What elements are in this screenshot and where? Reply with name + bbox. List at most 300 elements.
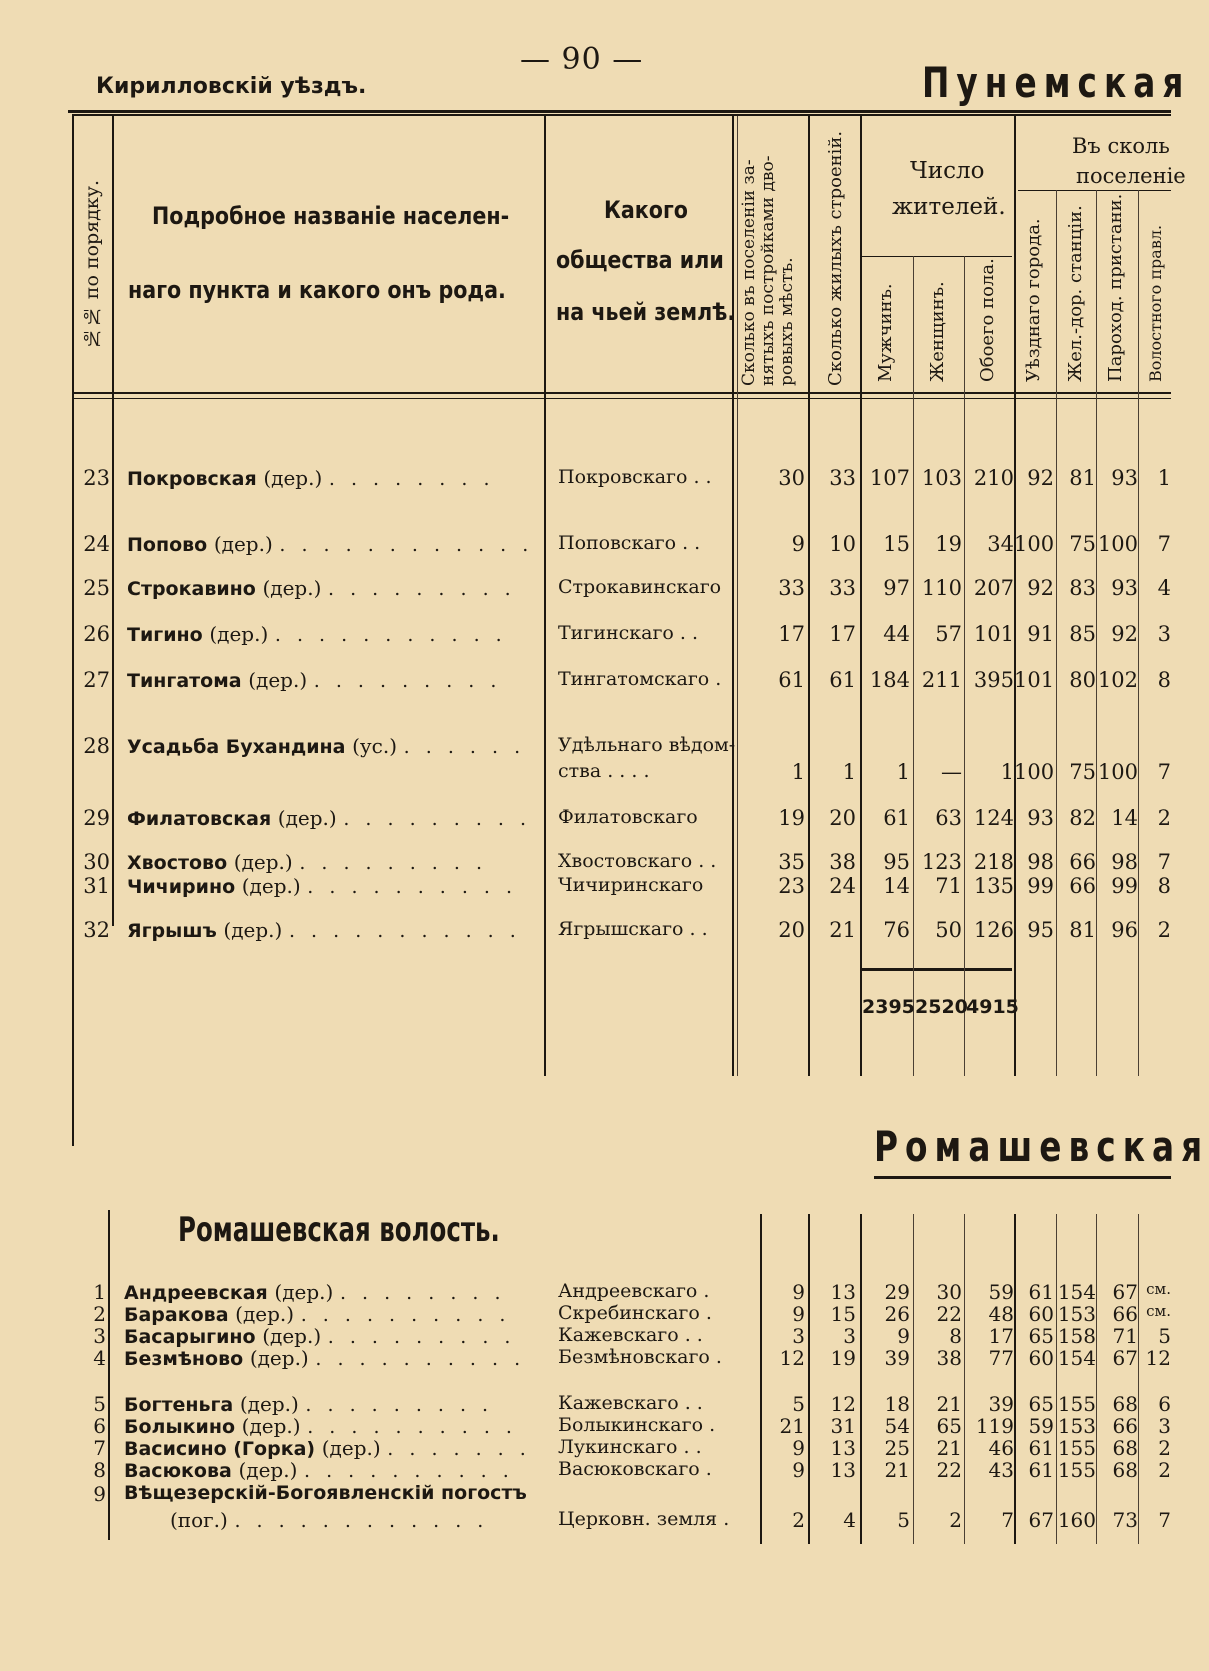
cell-men: 54 <box>884 1414 910 1438</box>
cell-men: 107 <box>869 466 910 490</box>
row-number: 2 <box>93 1302 106 1326</box>
settlement-name <box>124 1324 515 1348</box>
header-residents-line1: Число <box>910 158 985 184</box>
settlement-name <box>124 1436 531 1460</box>
leader-dots: . . . . . . . . . . <box>307 876 518 898</box>
settlement-kind: (дер.) <box>263 466 323 490</box>
cell-steamer-pier: 99 <box>1111 874 1138 898</box>
settlement-name-text: Болыкино <box>124 1416 236 1438</box>
settlement-kind: (дер.) <box>235 1302 295 1326</box>
row-number: 31 <box>83 874 110 898</box>
settlement-kind: (дер.) <box>239 1392 299 1416</box>
cell-steamer-pier: 93 <box>1111 576 1138 600</box>
cell-men: 1 <box>896 760 910 784</box>
cell-rail-station: 75 <box>1069 532 1096 556</box>
cell-buildings: 13 <box>830 1280 856 1304</box>
society: Кажевскаго . . <box>558 1324 703 1346</box>
cell-women: 2 <box>949 1508 962 1532</box>
table-row <box>0 850 1171 874</box>
settlement-kind: (дер.) <box>241 1414 301 1438</box>
cell-county-town: 92 <box>1027 466 1054 490</box>
society: Болыкинскаго . <box>558 1414 716 1436</box>
settlement-name <box>127 918 521 942</box>
row-number: 6 <box>93 1414 106 1438</box>
cell-volost-board: 8 <box>1157 874 1171 898</box>
header-distance-line1: Въ сколь <box>1072 134 1170 158</box>
cell-buildings: 4 <box>843 1508 856 1532</box>
settlement-name-continued <box>170 1508 488 1532</box>
settlement-name-text: Басарыгино <box>124 1326 256 1348</box>
table-row <box>0 622 1171 646</box>
cell-women: 63 <box>935 806 962 830</box>
society-continued: ства . . . . <box>558 760 650 782</box>
cell-women: 21 <box>936 1392 962 1416</box>
society: Ягрышскаго . . <box>558 918 708 940</box>
cell-buildings: 1 <box>842 760 856 784</box>
society: Кажевскаго . . <box>558 1392 703 1414</box>
header-steamer-pier: Пароход. пристани. <box>1105 193 1126 382</box>
total-both: 4915 <box>966 996 1019 1018</box>
settlement-name <box>127 806 531 830</box>
row-number: 23 <box>83 466 110 490</box>
cell-dwellings: 61 <box>778 668 805 692</box>
cell-both: 43 <box>988 1458 1014 1482</box>
leader-dots: . . . . . . . . . . . . <box>279 534 534 556</box>
residents-split-rule <box>862 256 1012 257</box>
cell-women: 211 <box>921 668 962 692</box>
settlement-name <box>124 1392 493 1416</box>
cell-steamer-pier: 73 <box>1112 1508 1138 1532</box>
cell-volost-board: 12 <box>1145 1346 1171 1370</box>
cell-both: 126 <box>973 918 1014 942</box>
cell-volost-board: см. <box>1146 1280 1171 1298</box>
cell-dwellings: 17 <box>778 622 805 646</box>
cell-men: 14 <box>883 874 910 898</box>
total-men: 2395 <box>862 996 915 1018</box>
cell-both: 7 <box>1001 1508 1014 1532</box>
cell-steamer-pier: 68 <box>1112 1458 1138 1482</box>
cell-steamer-pier: 68 <box>1112 1436 1138 1460</box>
settlement-kind: (дер.) <box>262 1324 322 1348</box>
cell-rail-station: 155 <box>1057 1392 1096 1416</box>
cell-steamer-pier: 66 <box>1112 1414 1138 1438</box>
cell-men: 9 <box>897 1324 910 1348</box>
cell-buildings: 21 <box>829 918 856 942</box>
cell-steamer-pier: 96 <box>1111 918 1138 942</box>
cell-steamer-pier: 98 <box>1111 850 1138 874</box>
leader-dots: . . . . . . . . . . <box>304 1460 514 1482</box>
header-bottom-rule <box>72 392 1171 394</box>
cell-men: 26 <box>884 1302 910 1326</box>
cell-men: 15 <box>883 532 910 556</box>
table-row <box>0 1280 1171 1304</box>
leader-dots: . . . . . . . . <box>339 1282 506 1304</box>
cell-volost-board: 7 <box>1157 760 1171 784</box>
table-row <box>0 734 1171 758</box>
settlement-name <box>127 532 533 556</box>
leader-dots: . . . . . . <box>403 736 526 758</box>
cell-steamer-pier: 67 <box>1112 1280 1138 1304</box>
col-line <box>964 256 965 1076</box>
cell-both: 395 <box>973 668 1014 692</box>
cell-men: 29 <box>884 1280 910 1304</box>
cell-women: 71 <box>935 874 962 898</box>
cell-women: 65 <box>936 1414 962 1438</box>
leader-dots: . . . . . . . . . <box>328 578 516 600</box>
cell-rail-station: 75 <box>1069 760 1096 784</box>
cell-buildings: 13 <box>830 1458 856 1482</box>
cell-county-town: 60 <box>1028 1346 1054 1370</box>
top-rule <box>68 110 1171 113</box>
county-title: Кирилловскiй уѣздъ. <box>96 74 367 99</box>
cell-men: 44 <box>883 622 910 646</box>
header-living-buildings: Сколько жилыхъ строенiй. <box>825 130 846 386</box>
cell-buildings: 15 <box>830 1302 856 1326</box>
header-name-line2: наго пункта и какого онъ рода. <box>128 276 506 304</box>
society: Безмѣновскаго . <box>558 1346 722 1368</box>
society: Тигинскаго . . <box>558 622 699 644</box>
cell-county-town: 61 <box>1028 1436 1054 1460</box>
settlement-name-text: Баракова <box>124 1304 229 1326</box>
table-row <box>0 1482 1171 1506</box>
cell-steamer-pier: 67 <box>1112 1346 1138 1370</box>
row-number: 28 <box>83 734 110 758</box>
cell-rail-station: 66 <box>1069 850 1096 874</box>
page-number: — 90 — <box>520 42 644 77</box>
cell-steamer-pier: 100 <box>1097 760 1138 784</box>
leader-dots: . . . . . . . . . . <box>300 1304 511 1326</box>
society: Церковн. земля . <box>558 1508 730 1530</box>
cell-buildings: 10 <box>829 532 856 556</box>
leader-dots: . . . . . . . . . <box>327 1326 516 1348</box>
row-number: 5 <box>93 1392 106 1416</box>
cell-women: 8 <box>949 1324 962 1348</box>
settlement-kind: (дер.) <box>233 850 293 874</box>
cell-volost-board: 7 <box>1158 1508 1171 1532</box>
cell-buildings: 20 <box>829 806 856 830</box>
cell-women: 103 <box>921 466 962 490</box>
header-bottom-rule-2 <box>72 398 1171 399</box>
settlement-name <box>124 1280 506 1304</box>
settlement-name-text: Хвостово <box>127 852 228 874</box>
volost-title-punem: Пунемская <box>922 58 1191 107</box>
cell-women: — <box>941 760 962 784</box>
settlement-name-text: Вѣщезерскiй-Богоявленскiй погостъ <box>124 1482 527 1504</box>
row-number: 8 <box>93 1458 106 1482</box>
cell-men: 25 <box>884 1436 910 1460</box>
settlement-name-text: Васюкова <box>124 1460 232 1482</box>
cell-both: 207 <box>973 576 1014 600</box>
header-society-line1: Какого <box>604 196 688 224</box>
leader-dots: . . . . . . . . . <box>313 670 502 692</box>
society: Филатовскаго <box>558 806 698 828</box>
settlement-kind: (дер.) <box>241 874 301 898</box>
society: Тингатомскаго . <box>558 668 722 690</box>
settlement-name <box>127 850 487 874</box>
table-row <box>0 576 1171 600</box>
table-row <box>0 466 1171 490</box>
leader-dots: . . . . . . . . . <box>305 1394 494 1416</box>
header-no: №№ по порядку. <box>81 180 103 350</box>
cell-dwellings: 23 <box>778 874 805 898</box>
cell-men: 61 <box>883 806 910 830</box>
cell-women: 21 <box>936 1436 962 1460</box>
table-row <box>0 874 1171 898</box>
cell-rail-station: 154 <box>1057 1346 1096 1370</box>
society: Удѣльнаго вѣдом- <box>558 734 736 756</box>
settlement-kind: (дер.) <box>209 622 269 646</box>
volost-title-romash: Ромашевская <box>874 1122 1209 1171</box>
cell-county-town: 101 <box>1014 668 1055 692</box>
cell-dwellings: 19 <box>778 806 805 830</box>
header-distance-line2: поселенiе <box>1076 164 1186 188</box>
cell-rail-station: 153 <box>1057 1302 1096 1326</box>
romash-title-rule <box>874 1176 1171 1179</box>
cell-county-town: 67 <box>1028 1508 1054 1532</box>
leader-dots: . . . . . . . . . <box>299 852 487 874</box>
table-row <box>0 1436 1171 1460</box>
cell-dwellings: 9 <box>792 1458 805 1482</box>
society: Васюковскаго . <box>558 1458 712 1480</box>
header-both: Обоего пола. <box>977 258 998 382</box>
society: Хвостовскаго . . <box>558 850 717 872</box>
cell-rail-station: 153 <box>1057 1414 1096 1438</box>
row-number: 26 <box>83 622 110 646</box>
settlement-name-text: Андреевская <box>124 1282 268 1304</box>
cell-women: 22 <box>936 1458 962 1482</box>
cell-buildings: 38 <box>829 850 856 874</box>
cell-volost-board: 2 <box>1158 1436 1171 1460</box>
cell-volost-board: см. <box>1146 1302 1171 1320</box>
cell-women: 19 <box>935 532 962 556</box>
settlement-kind: (дер.) <box>248 668 308 692</box>
leader-dots: . . . . . . . <box>387 1438 531 1460</box>
cell-volost-board: 2 <box>1157 806 1171 830</box>
cell-both: 34 <box>987 532 1014 556</box>
society: Покровскаго . . <box>558 466 712 488</box>
cell-both: 119 <box>975 1414 1014 1438</box>
settlement-kind: (дер.) <box>238 1458 298 1482</box>
table-row <box>0 1302 1171 1326</box>
cell-both: 135 <box>973 874 1014 898</box>
cell-dwellings: 9 <box>792 1302 805 1326</box>
cell-steamer-pier: 92 <box>1111 622 1138 646</box>
cell-men: 39 <box>884 1346 910 1370</box>
settlement-name-text: Васисино (Горка) <box>124 1438 316 1460</box>
header-volost-board: Волостного правл. <box>1146 224 1165 382</box>
cell-steamer-pier: 66 <box>1112 1302 1138 1326</box>
cell-county-town: 100 <box>1014 532 1055 556</box>
row-number: 24 <box>83 532 110 556</box>
cell-both: 17 <box>988 1324 1014 1348</box>
cell-dwellings: 1 <box>791 760 805 784</box>
settlement-name <box>127 874 517 898</box>
cell-buildings: 33 <box>829 576 856 600</box>
settlement-kind: (пог.) <box>170 1508 228 1532</box>
settlement-name-text: Покровская <box>127 468 257 490</box>
row-number: 27 <box>83 668 110 692</box>
leader-dots: . . . . . . . . <box>328 468 495 490</box>
cell-dwellings: 20 <box>778 918 805 942</box>
cell-county-town: 99 <box>1027 874 1054 898</box>
cell-both: 1 <box>1000 760 1014 784</box>
cell-buildings: 13 <box>830 1436 856 1460</box>
cell-dwellings: 5 <box>792 1392 805 1416</box>
leader-dots: . . . . . . . . . . . . <box>234 1510 489 1532</box>
settlement-name-text: Филатовская <box>127 808 272 830</box>
cell-men: 5 <box>897 1508 910 1532</box>
header-name-line1: Подробное названiе населен- <box>152 202 510 230</box>
totals-rule <box>862 968 1012 971</box>
cell-dwellings: 9 <box>792 1436 805 1460</box>
cell-both: 39 <box>988 1392 1014 1416</box>
header-men: Мужчинъ. <box>875 283 896 382</box>
table-row <box>0 1508 1171 1532</box>
cell-rail-station: 83 <box>1069 576 1096 600</box>
cell-rail-station: 66 <box>1069 874 1096 898</box>
society: Чичиринскаго <box>558 874 704 896</box>
cell-men: 184 <box>869 668 910 692</box>
cell-both: 101 <box>973 622 1014 646</box>
table-row <box>0 1346 1171 1370</box>
cell-rail-station: 160 <box>1057 1508 1096 1532</box>
row-number: 3 <box>93 1324 106 1348</box>
settlement-name <box>124 1346 525 1370</box>
total-women: 2520 <box>915 996 968 1018</box>
cell-volost-board: 2 <box>1157 918 1171 942</box>
society: Строкавинскаго <box>558 576 722 598</box>
section-heading-romash: Ромашевская волость. <box>178 1210 500 1250</box>
cell-county-town: 100 <box>1014 760 1055 784</box>
col-line <box>112 116 114 926</box>
header-county-town: Уѣзднаго города. <box>1023 218 1044 382</box>
cell-county-town: 65 <box>1028 1324 1054 1348</box>
cell-rail-station: 81 <box>1069 466 1096 490</box>
cell-buildings: 33 <box>829 466 856 490</box>
cell-buildings: 24 <box>829 874 856 898</box>
cell-dwellings: 35 <box>778 850 805 874</box>
cell-both: 59 <box>988 1280 1014 1304</box>
cell-women: 30 <box>936 1280 962 1304</box>
settlement-name-text: Безмѣново <box>124 1348 244 1370</box>
cell-rail-station: 82 <box>1069 806 1096 830</box>
cell-buildings: 61 <box>829 668 856 692</box>
cell-steamer-pier: 71 <box>1112 1324 1138 1348</box>
cell-steamer-pier: 14 <box>1111 806 1138 830</box>
cell-buildings: 17 <box>829 622 856 646</box>
row-number: 25 <box>83 576 110 600</box>
header-dwellings: Сколько въ поселенiи за- нятыхъ постройками дво- ровыхъ мѣстъ. <box>739 155 797 386</box>
settlement-kind: (дер.) <box>223 918 283 942</box>
table-row <box>0 760 1171 784</box>
cell-rail-station: 85 <box>1069 622 1096 646</box>
cell-dwellings: 30 <box>778 466 805 490</box>
cell-both: 77 <box>988 1346 1014 1370</box>
settlement-kind: (дер.) <box>262 576 322 600</box>
cell-both: 124 <box>973 806 1014 830</box>
settlement-name-text: Тингатома <box>127 670 242 692</box>
society: Андреевскаго . <box>558 1280 710 1302</box>
table-row <box>0 668 1171 692</box>
settlement-name <box>124 1458 514 1482</box>
cell-county-town: 61 <box>1028 1458 1054 1482</box>
settlement-name <box>124 1482 527 1504</box>
table-row <box>0 1392 1171 1416</box>
settlement-name <box>124 1414 517 1438</box>
cell-steamer-pier: 68 <box>1112 1392 1138 1416</box>
cell-county-town: 65 <box>1028 1392 1054 1416</box>
settlement-kind: (дер.) <box>213 532 273 556</box>
cell-men: 21 <box>884 1458 910 1482</box>
cell-dwellings: 12 <box>779 1346 805 1370</box>
cell-men: 95 <box>883 850 910 874</box>
leader-dots: . . . . . . . . . <box>343 808 532 830</box>
cell-county-town: 92 <box>1027 576 1054 600</box>
row-number: 1 <box>93 1280 106 1304</box>
settlement-name <box>124 1302 510 1326</box>
header-women: Женщинъ. <box>927 281 948 382</box>
settlement-name <box>127 668 501 692</box>
table-row <box>0 806 1171 830</box>
cell-buildings: 12 <box>830 1392 856 1416</box>
cell-dwellings: 3 <box>792 1324 805 1348</box>
cell-dwellings: 9 <box>792 1280 805 1304</box>
row-number: 4 <box>93 1346 106 1370</box>
header-rail-station: Жел.-дор. станцiи. <box>1065 205 1086 382</box>
settlement-name <box>127 622 507 646</box>
table-row <box>0 1458 1171 1482</box>
cell-county-town: 93 <box>1027 806 1054 830</box>
cell-volost-board: 3 <box>1157 622 1171 646</box>
leader-dots: . . . . . . . . . . <box>307 1416 517 1438</box>
settlement-name-text: Попово <box>127 534 208 556</box>
cell-women: 22 <box>936 1302 962 1326</box>
cell-buildings: 19 <box>830 1346 856 1370</box>
header-residents-line2: жителей. <box>892 194 1006 220</box>
settlement-name-text: Строкавино <box>127 578 256 600</box>
row-number: 30 <box>83 850 110 874</box>
society: Лукинскаго . . <box>558 1436 702 1458</box>
cell-rail-station: 154 <box>1057 1280 1096 1304</box>
table-row <box>0 1414 1171 1438</box>
cell-volost-board: 7 <box>1157 532 1171 556</box>
society: Поповскаго . . <box>558 532 701 554</box>
cell-women: 38 <box>936 1346 962 1370</box>
cell-men: 76 <box>883 918 910 942</box>
settlement-name-text: Усадьба Бухандина <box>127 736 346 758</box>
header-society-line2: общества или <box>556 246 724 274</box>
settlement-name-text: Чичирино <box>127 876 236 898</box>
settlement-kind: (дер.) <box>249 1346 309 1370</box>
header-double-rule <box>72 114 1171 116</box>
cell-both: 210 <box>973 466 1014 490</box>
settlement-name-text: Богтеньга <box>124 1394 234 1416</box>
settlement-name <box>127 466 494 490</box>
cell-both: 218 <box>973 850 1014 874</box>
settlement-kind: (ус.) <box>352 734 398 758</box>
cell-women: 57 <box>935 622 962 646</box>
settlement-kind: (дер.) <box>274 1280 334 1304</box>
settlement-name <box>127 576 516 600</box>
row-number: 29 <box>83 806 110 830</box>
table-row <box>0 1324 1171 1348</box>
cell-women: 123 <box>921 850 962 874</box>
cell-steamer-pier: 100 <box>1097 532 1138 556</box>
cell-volost-board: 2 <box>1158 1458 1171 1482</box>
cell-rail-station: 158 <box>1057 1324 1096 1348</box>
cell-county-town: 95 <box>1027 918 1054 942</box>
col-line <box>913 256 914 1076</box>
